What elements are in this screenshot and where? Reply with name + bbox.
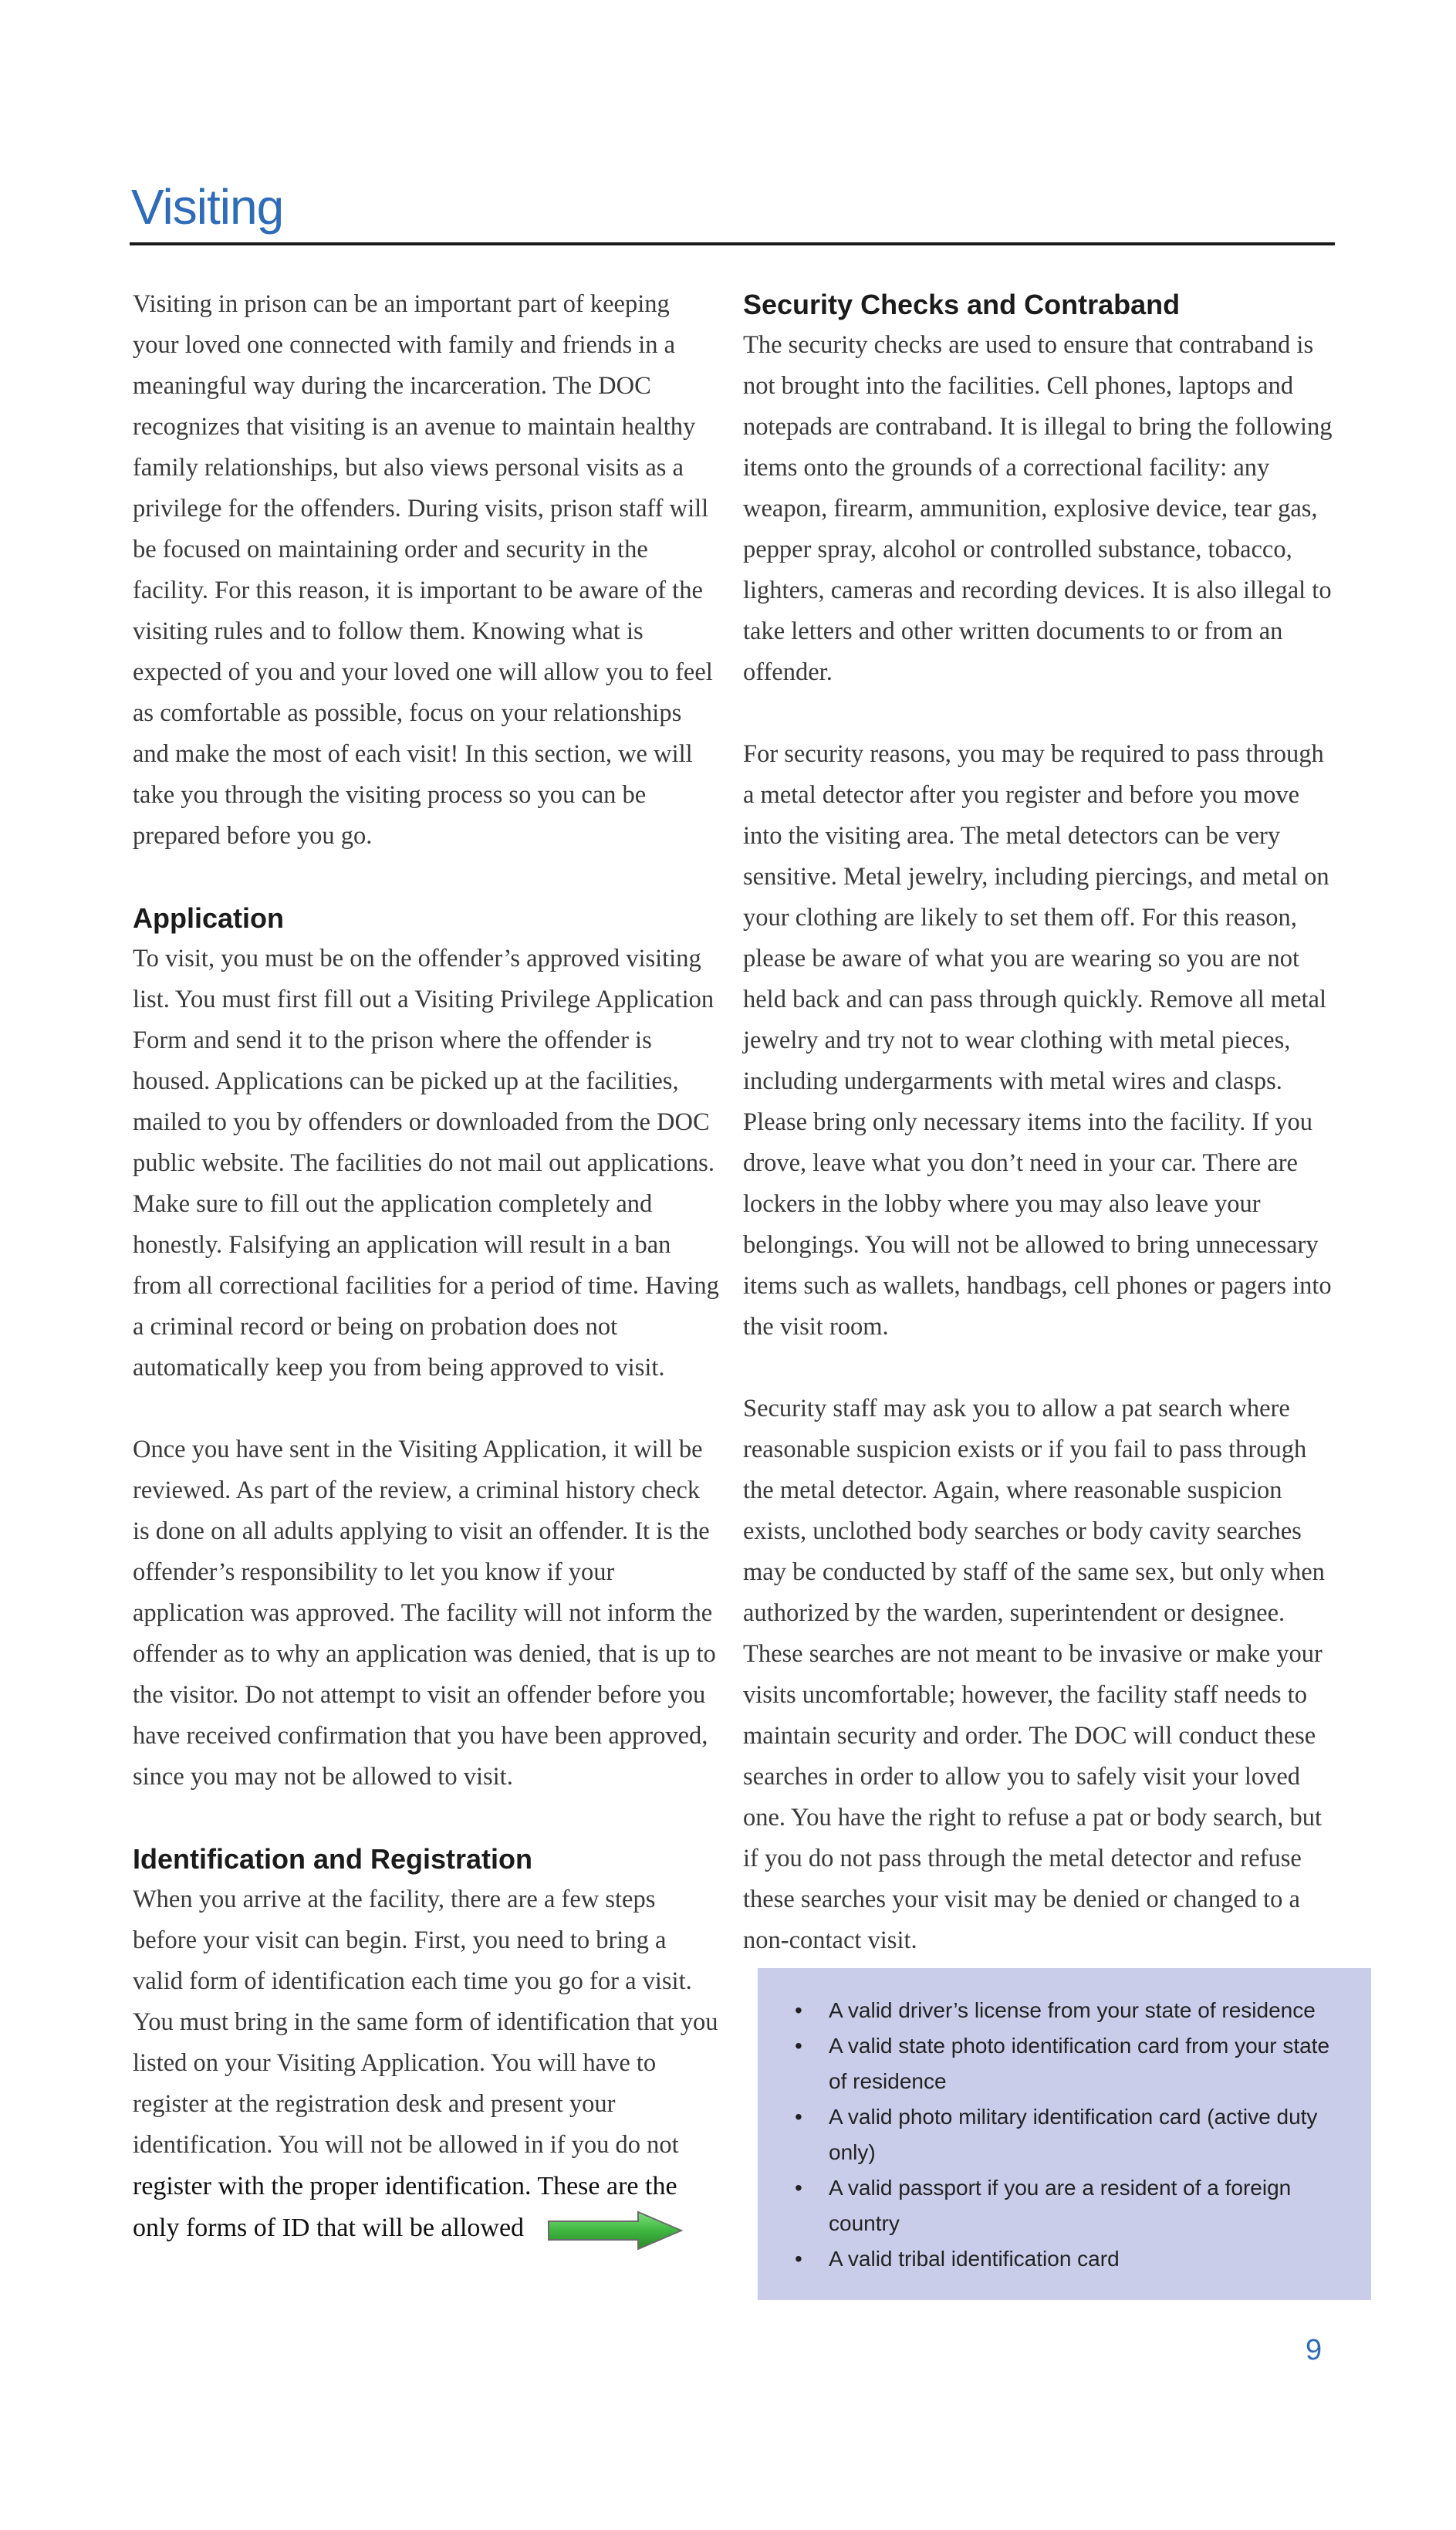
identification-text: When you arrive at the facility, there are a few steps before your visit can begin. First, you need to bring a valid form of identification each time you go for a visit. You must bring in the same form of identification that you listed on your Visiting Application. You will have to register at the registration desk and present your identification. You will not be allowed in if you do not: [133, 1886, 718, 2159]
title-divider: [130, 242, 1335, 245]
list-item-text: A valid photo military identification card (active duty only): [829, 2105, 1318, 2164]
paragraph-spacer: [133, 857, 721, 898]
bullet-icon: •: [795, 2105, 802, 2129]
paragraph-spacer: [743, 693, 1337, 734]
list-item-text: A valid tribal identification card: [829, 2247, 1120, 2271]
security-heading: Security Checks and Contraband: [743, 289, 1181, 320]
paragraph-spacer: [743, 1348, 1337, 1388]
identification-emphasis: register with the proper identification. These are the only forms of ID that will be allowed: [133, 2172, 677, 2242]
list-item: [789, 2170, 1340, 2241]
paragraph-spacer: [133, 1388, 721, 1429]
bullet-icon: •: [795, 2247, 802, 2271]
list-item-text: A valid passport if you are a resident of a foreign country: [829, 2176, 1292, 2235]
left-column: [133, 284, 721, 2252]
page-number: 9: [1306, 2334, 1323, 2366]
bullet-icon: •: [795, 2176, 802, 2200]
application-heading: Application: [133, 902, 284, 934]
list-item: [789, 2241, 1340, 2277]
list-item: [789, 1993, 1340, 2028]
identification-heading: Identification and Registration: [133, 1843, 533, 1875]
security-paragraph-2: For security reasons, you may be required to pass through a metal detector after you register and before you move into the visiting area. The metal detectors can be very sensitive. Metal jewelry, including piercings, and metal on your clothing are likely to set them off. For this reason, please be aware of what you are wearing so you are not held back and can pass through quickly. Remove all metal jewelry and try not to wear clothing with metal pieces, including undergarments with metal wires and clasps. Please bring only necessary items into the facility. If you drove, leave what you don’t need in your car. There are lockers in the lobby where you may also leave your belongings. You will not be allowed to bring unnecessary items such as wallets, handbags, cell phones or pagers into the visit room.: [743, 740, 1332, 1341]
application-paragraph-2: Once you have sent in the Visiting Application, it will be reviewed. As part of the review, a criminal history check is done on all adults applying to visit an offender. It is the offender’s responsibility to let you know if your application was approved. The facility will not inform the offender as to why an application was denied, that is up to the visitor. Do not attempt to visit an offender before you have received confirmation that you have been approved, since you may not be allowed to visit.: [133, 1436, 716, 1791]
list-item: [789, 2099, 1340, 2170]
accepted-id-list: [758, 1968, 1371, 2277]
bullet-icon: •: [795, 2034, 802, 2058]
intro-paragraph: Visiting in prison can be an important part of keeping your loved one connected with family and friends in a meaningful way during the incarceration. The DOC recognizes that visiting is an avenue to maintain healthy family relationships, but also views personal visits as a privilege for the offenders. During visits, prison staff will be focused on maintaining order and security in the facility. For this reason, it is important to be aware of the visiting rules and to follow them. Knowing what is expected of you and your loved one will allow you to feel as comfortable as possible, focus on your relationships and make the most of each visit! In this section, we will take you through the visiting process so you can be prepared before you go.: [133, 290, 713, 850]
accepted-id-box: [758, 1968, 1371, 2300]
bullet-icon: •: [795, 1998, 802, 2022]
page-title: Visiting: [131, 179, 284, 235]
application-paragraph-1: To visit, you must be on the offender’s approved visiting list. You must first fill out a Visiting Privilege Application Form and send it to the prison where the offender is housed. Applications can be picked up at the facilities, mailed to you by offenders or downloaded from the DOC public website. The facilities do not mail out applications. Make sure to fill out the application completely and honestly. Falsifying an application will result in a ban from all correctional facilities for a period of time. Having a criminal record or being on probation does not automatically keep you from being approved to visit.: [133, 945, 719, 1382]
security-paragraph-3: Security staff may ask you to allow a pat search where reasonable suspicion exists or if you fail to pass through the metal detector. Again, where reasonable suspicion exists, unclothed body searches or body cavity searches may be conducted by staff of the same sex, but only when authorized by the warden, superintendent or designee. These searches are not meant to be invasive or make your visits uncomfortable; however, the facility staff needs to maintain security and order. The DOC will conduct these searches in order to allow you to safely visit your loved one. You have the right to refuse a pat or body search, but if you do not pass through the metal detector and refuse these searches your visit may be denied or changed to a non-contact visit.: [743, 1395, 1325, 1954]
right-column: [743, 284, 1337, 1961]
security-paragraph-1: The security checks are used to ensure that contraband is not brought into the facilities. Cell phones, laptops and notepads are contraband. It is illegal to bring the following items onto the grounds of a correctional facility: any weapon, firearm, ammunition, explosive device, tear gas, pepper spray, alcohol or controlled substance, tobacco, lighters, cameras and recording devices. It is also illegal to take letters and other written documents to or from an offender.: [743, 331, 1333, 686]
list-item: [789, 2028, 1340, 2099]
identification-paragraph: [133, 1879, 721, 2252]
list-item-text: A valid state photo identification card from your state of residence: [829, 2034, 1330, 2093]
list-item-text: A valid driver’s license from your state of residence: [829, 1998, 1316, 2022]
right-arrow-icon: [546, 2209, 684, 2252]
paragraph-spacer: [133, 1798, 721, 1838]
